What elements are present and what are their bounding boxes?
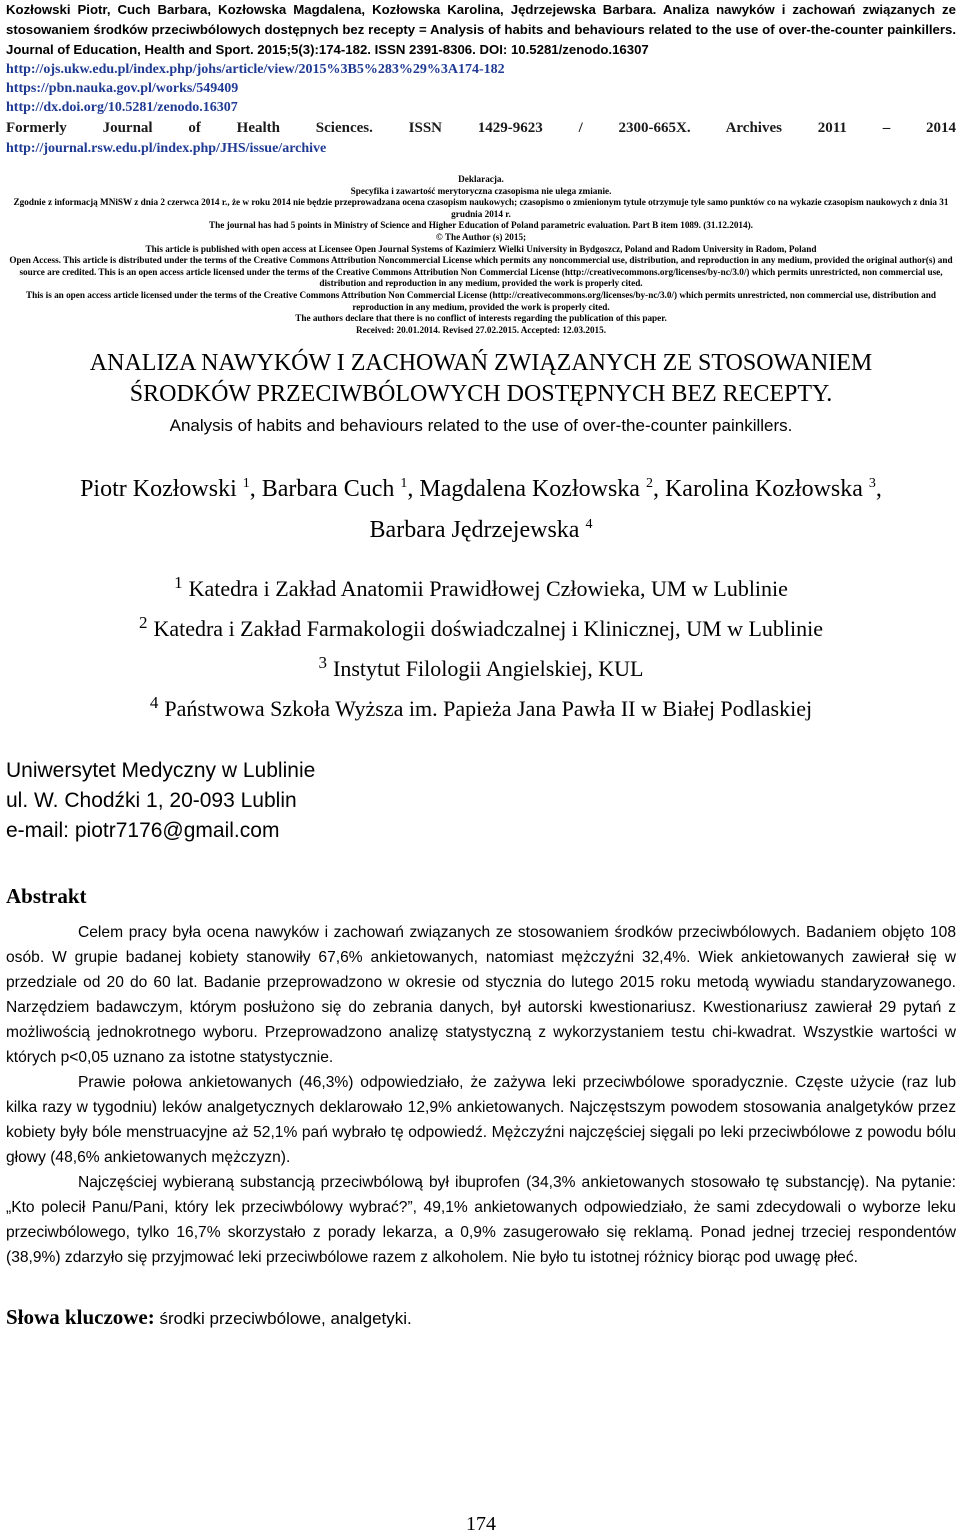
citation-header: Kozłowski Piotr, Cuch Barbara, Kozłowska Magdalena, Kozłowska Karolina, Jędrzejewska Barbara. Analiza nawyków i zachowań związanych ze stosowaniem środków przeciwbólowych dostępnych bez recepty = Analysis of habits and behaviours related to the use of over-the-counter painkillers. Journal of Education, Health and Sport. 2015;5(3):174-182. ISSN 2391-8306. DOI: 10.5281/zenodo.16307	[6, 2, 956, 57]
affiliation-item	[6, 646, 956, 686]
author-affiliation-mark: 3	[868, 476, 876, 492]
document-page	[6, 0, 956, 1536]
published-note: This article is published with open access at Licensee Open Journal Systems of Kazimierz Wielki University in Bydgoszcz, Poland and Radom University in Radom, Poland	[145, 243, 817, 254]
ojs-link[interactable]: http://ojs.ukw.edu.pl/index.php/johs/article/view/2015%3B5%283%29%3A174-182	[6, 62, 505, 77]
doi-link[interactable]: http://dx.doi.org/10.5281/zenodo.16307	[6, 100, 238, 115]
email-address[interactable]: piotr7176@gmail.com	[74, 819, 280, 843]
affiliation-number: 1	[174, 573, 183, 593]
author-name: Piotr Kozłowski	[80, 476, 237, 503]
author-name: Karolina Kozłowska	[664, 476, 863, 503]
citation-links	[6, 60, 956, 117]
keywords-value: środki przeciwbólowe, analgetyki.	[154, 1309, 412, 1329]
formerly-line: Formerly Journal of Health Sciences. ISSN 1429-9623 / 2300-665X. Archives 2011 – 2014	[6, 120, 956, 136]
affiliation-text: Katedra i Zakład Anatomii Prawidłowej Człowieka, UM w Lublinie	[188, 576, 788, 602]
author-affiliation-mark: 4	[585, 517, 593, 533]
journal-declaration-block	[6, 174, 956, 336]
author-affiliation-mark: 2	[645, 476, 653, 492]
affiliation-text: Instytut Filologii Angielskiej, KUL	[333, 656, 644, 682]
author-affiliation-mark: 1	[400, 476, 408, 492]
mnisw-note: Zgodnie z informacją MNiSW z dnia 2 czerwca 2014 r., że w roku 2014 nie będzie przeprowadzana ocena czasopism naukowych; czasopismo o zmienionym tytule otrzymuje tyle samo punktów co na wykazie czasopism naukowych z dnia 31 grudnia 2014 r.	[13, 197, 949, 219]
affiliation-number: 3	[318, 653, 328, 673]
conflict-note: The authors declare that there is no conflict of interests regarding the publication of this paper.	[295, 313, 667, 324]
abstract-paragraph: Celem pracy była ocena nawyków i zachowań związanych ze stosowaniem środków przeciwbólowych. Badaniem objęto 108 osób. W grupie badanej kobiety stanowiły 67,6% ankietowanych, natomiast mężczyźni 32,4%. Wiek ankietowanych zawierał się w przedziale od 20 do 60 lat. Badanie przeprowadzono w okresie od stycznia do lutego 2015 roku metodą wywiadu standaryzowanego. Narzędziem badawczym, którym posłużono się do zebrania danych, był autorski kwestionariusz. Kwestionariusz zawierał 29 pytań z możliwością jednokrotnego wyboru. Przeprowadzono analizę statystyczną z wykorzystaniem testu chi-kwadrat. Wszystkie wartości w których p<0,05 uznano za istotne statystycznie.	[6, 924, 956, 1067]
keywords-line	[6, 1304, 956, 1332]
license-note-1: Open Access. This article is distributed under the terms of the Creative Commons Attribution Noncommercial License which permits any noncommercial use, distribution, and reproduction in any medium, provided the original author(s) and source are credited. This is an open access article licensed under the terms of the Creative Commons Attribution Non Commercial License (http://creativecommons.org/licenses/by-nc/3.0/) which permits unrestricted, non commercial use, distribution and reproduction in any medium, provided the work is properly cited.	[9, 255, 953, 289]
abstract-heading: Abstrakt	[6, 884, 87, 909]
email-line	[6, 816, 956, 846]
institution-name: Uniwersytet Medyczny w Lublinie	[6, 759, 316, 783]
author-affiliation-mark: 1	[242, 476, 250, 492]
email-label: e-mail:	[6, 819, 75, 843]
license-note-2: This is an open access article licensed under the terms of the Creative Commons Attribution Non Commercial License (http://creativecommons.org/licenses/by-nc/3.0/) which permits unrestricted, non commercial use, distribution and reproduction in any medium, provided the work is properly cited.	[26, 289, 936, 312]
abstract-body	[6, 920, 956, 1270]
street-address: ul. W. Chodźki 1, 20-093 Lublin	[6, 789, 297, 813]
archive-link[interactable]: http://journal.rsw.edu.pl/index.php/JHS/issue/archive	[6, 141, 327, 156]
abstract-paragraph: Najczęściej wybieraną substancją przeciwbólową był ibuprofen (34,3% ankietowanych stosowało tę substancję). Na pytanie: „Kto polecił Panu/Pani, który lek przeciwbólowy wybrać?”, 49,1% ankietowanych odpowiedziało, że sami zdecydowali o wyborze leku przeciwbólowego, tylko 16,7% skorzystało z porady lekarza, a 0,9% zasugerowało się reklamą. Ponad jednej trzeciej respondentów (38,9%) zdarzyło się przyjmować leki przeciwbólowe razem z alkoholem. Nie było tu istotnej różnicy biorąc pod uwagę płeć.	[6, 1174, 956, 1267]
pbn-link[interactable]: https://pbn.nauka.gov.pl/works/549409	[6, 81, 239, 96]
points-note: The journal has had 5 points in Ministry of Science and Higher Education of Poland parametric evaluation. Part B item 1089. (31.12.2014).	[209, 220, 753, 231]
paper-title	[6, 348, 956, 410]
author-name: Magdalena Kozłowska	[419, 476, 640, 503]
affiliation-item	[6, 606, 956, 646]
page-number: 174	[466, 1513, 496, 1535]
copyright-line: © The Author (s) 2015;	[435, 231, 527, 242]
title-line-1: ANALIZA NAWYKÓW I ZACHOWAŃ ZWIĄZANYCH ZE STOSOWANIEM	[89, 350, 873, 377]
author-name: Barbara Jędrzejewska	[369, 517, 580, 544]
correspondence-address	[6, 756, 956, 846]
affiliation-item	[6, 566, 956, 606]
affiliation-text: Państwowa Szkoła Wyższa im. Papieża Jana Pawła II w Białej Podlaskiej	[164, 696, 813, 722]
specifics-line: Specyfika i zawartość merytoryczna czasopisma nie ulega zmianie.	[350, 185, 612, 196]
abstract-paragraph: Prawie połowa ankietowanych (46,3%) odpowiedziało, że zażywa leki przeciwbólowe sporadycznie. Częste użycie (raz lub kilka razy w tygodniu) leków analgetycznych deklarowało 12,9% ankietowanych. Najczęstszym powodem stosowania analgetyków przez kobiety były bóle menstruacyjne aż 52,1% pań wybrało tę odpowiedź. Mężczyźni najczęściej sięgali po leki przeciwbólowe z powodu bólu głowy (48,6% ankietowanych mężczyzn).	[6, 1074, 956, 1167]
title-line-2: ŚRODKÓW PRZECIWBÓLOWYCH DOSTĘPNYCH BEZ RECEPTY.	[129, 381, 833, 408]
author-name: Barbara Cuch	[261, 476, 395, 503]
keywords-label: Słowa kluczowe:	[6, 1305, 155, 1330]
affiliation-list	[6, 566, 956, 726]
declaration-label: Deklaracja.	[458, 174, 504, 184]
english-title: Analysis of habits and behaviours related to the use of over-the-counter painkillers.	[169, 416, 793, 436]
affiliation-number: 2	[138, 613, 148, 633]
dates-line: Received: 20.01.2014. Revised 27.02.2015. Accepted: 12.03.2015.	[355, 324, 607, 335]
author-list: Piotr Kozłowski $^1$, Barbara Cuch $^1$, Magdalena Kozłowska $^2$, Karolina Kozłowska $^3$, Barbara Jędrzejewska $^4$	[80, 476, 882, 544]
affiliation-number: 4	[149, 693, 159, 713]
affiliation-text: Katedra i Zakład Farmakologii doświadczalnej i Klinicznej, UM w Lublinie	[153, 616, 824, 642]
affiliation-item	[6, 686, 956, 726]
